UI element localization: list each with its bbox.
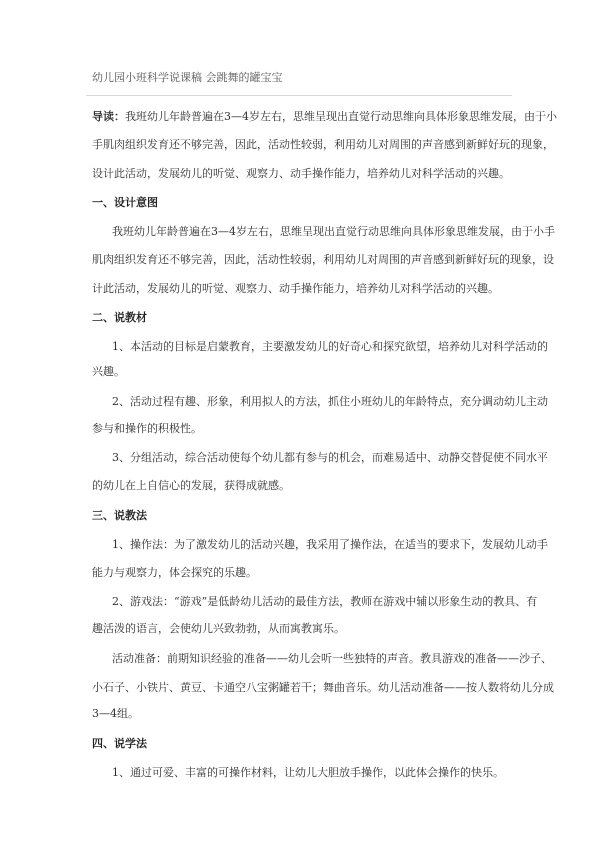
section-heading: 一、设计意图 [92,196,158,209]
intro-text: 我班幼儿年龄普遍在3—4岁左右，思维呈现出直觉行动思维向具体形象思维发展，由于小 [125,110,557,123]
intro-line-1 [92,110,557,124]
paragraph-line: 兴趣。 [92,365,125,378]
paragraph-line: 3—4组。 [92,707,139,720]
paragraph-line: 小石子、小铁片、黄豆、卡通空八宝粥罐若干；舞曲音乐。幼儿活动准备——按人数将幼儿分成 [92,681,554,694]
paragraph-line: 趣活泼的语言，会使幼儿兴致勃勃，从而寓教寓乐。 [92,622,345,635]
paragraph-line: 2、活动过程有趣、形象，利用拟人的方法，抓住小班幼儿的年龄特点，充分调动幼儿主动 [112,395,548,408]
section-heading: 三、说教法 [92,509,147,522]
document-title: 幼儿园小班科学说课稿 会跳舞的罐宝宝 [92,71,283,84]
paragraph-line: 计此活动，发展幼儿的听觉、观察力、动手操作能力，培养幼儿对科学活动的兴趣。 [92,282,499,295]
section-heading: 二、说教材 [92,311,147,324]
paragraph-line: 3、分组活动，综合活动使每个幼儿都有参与的机会，而难易适中、动静交替促使不同水平 [112,451,548,464]
paragraph-line: 我班幼儿年龄普遍在3—4岁左右，思维呈现出直觉行动思维向具体形象思维发展，由于小手 [112,225,555,238]
intro-line-2: 手肌肉组织发育还不够完善，因此，活动性较弱，利用幼儿对周围的声音感到新鲜好玩的现象， [92,138,554,151]
paragraph-line: 参与和操作的积极性。 [92,422,202,435]
paragraph-line: 1、通过可爱、丰富的可操作材料，让幼儿大胆放手操作，以此体会操作的快乐。 [112,766,504,779]
paragraph-line: 1、本活动的目标是启蒙教育，主要激发幼儿的好奇心和探究欲望，培养幼儿对科学活动的 [112,340,548,353]
section-heading: 四、说学法 [92,737,147,750]
paragraph-line: 活动准备：前期知识经验的准备——幼儿会听一些独特的声音。教具游戏的准备——沙子、 [112,652,552,665]
paragraph-line: 2、游戏法：“游戏”是低龄幼儿活动的最佳方法，教师在游戏中辅以形象生动的教具、有 [112,595,538,608]
intro-line-3: 设计此活动，发展幼儿的听觉、观察力、动手操作能力，培养幼儿对科学活动的兴趣。 [92,167,510,180]
paragraph-line: 能力与观察力，体会探究的乐趣。 [92,566,257,579]
title-divider [86,95,512,96]
paragraph-line: 肌肉组织发育还不够完善，因此，活动性较弱，利用幼儿对周围的声音感到新鲜好玩的现象，设 [92,253,554,266]
paragraph-line: 的幼儿在上自信心的发展，获得成就感。 [92,479,290,492]
intro-label: 导读： [92,110,125,123]
paragraph-line: 1、操作法：为了激发幼儿的活动兴趣，我采用了操作法，在适当的要求下，发展幼儿动手 [112,538,548,551]
